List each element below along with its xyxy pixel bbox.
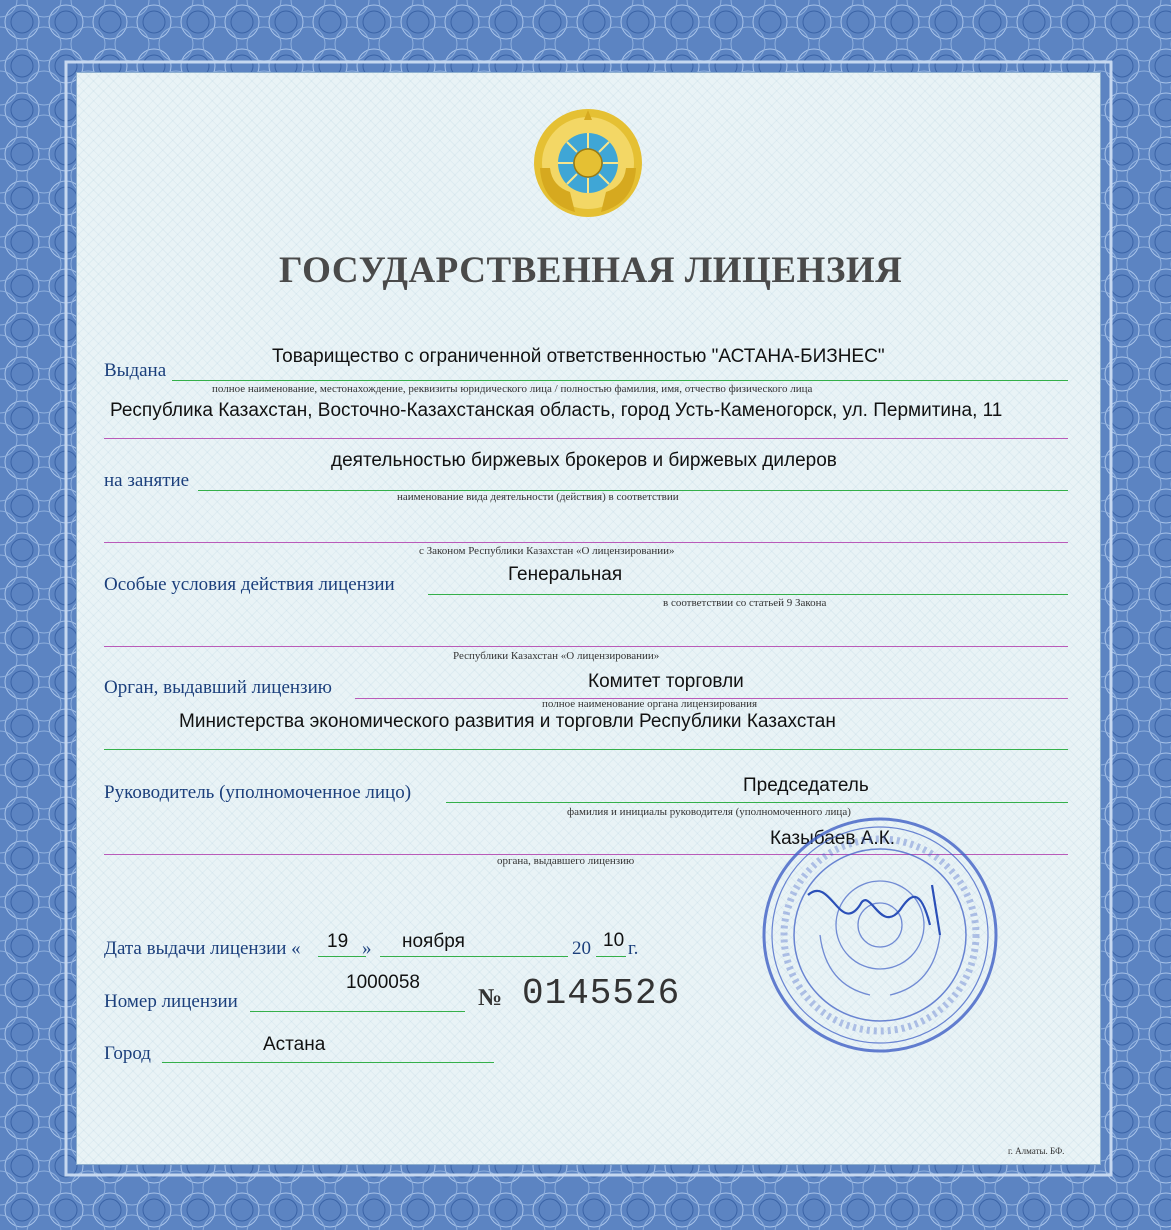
activity-hint-1: наименование вида деятельности (действия) в соответствии [397, 491, 679, 503]
signature-icon [808, 885, 940, 935]
head-hint: фамилия и инициалы руководителя (уполномоченного лица) [567, 806, 851, 818]
conditions-underline-2 [104, 646, 1068, 647]
document-title: ГОСУДАРСТВЕННАЯ ЛИЦЕНЗИЯ [279, 250, 903, 291]
issued-to-underline [172, 380, 1068, 381]
head-name: Казыбаев А.К. [770, 828, 896, 849]
issue-date-month: ноября [402, 931, 465, 952]
year-underline [596, 956, 626, 957]
head-hint-2: органа, выдавшего лицензию [497, 855, 635, 867]
authority-label: Орган, выдавший лицензию [104, 677, 332, 698]
number-sign: № [478, 985, 503, 1011]
head-label: Руководитель (уполномоченное лицо) [104, 782, 412, 803]
issue-date-year-suffix: 10 [603, 930, 625, 951]
issued-to-label: Выдана [104, 360, 167, 381]
license-serial-number: 0145526 [522, 973, 681, 1014]
authority-value-1: Комитет торговли [588, 671, 744, 692]
issued-to-address: Республика Казахстан, Восточно-Казахстанская область, город Усть-Каменогорск, ул. Пермитина, 11 [110, 400, 1003, 421]
city-value: Астана [263, 1034, 326, 1055]
issued-to-value: Товарищество с ограниченной ответственностью "АСТАНА-БИЗНЕС" [272, 346, 885, 367]
activity-label: на занятие [104, 470, 190, 491]
activity-underline-2 [104, 542, 1068, 543]
activity-hint-2: с Законом Республики Казахстан «О лицензировании» [419, 545, 675, 557]
license-number-value: 1000058 [346, 972, 420, 993]
authority-value-2: Министерства экономического развития и торговли Республики Казахстан [179, 711, 836, 732]
activity-value: деятельностью биржевых брокеров и биржевых дилеров [331, 450, 837, 471]
license-number-label: Номер лицензии [104, 991, 238, 1012]
conditions-hint-1: в соответствии со статьей 9 Закона [663, 597, 827, 609]
day-underline [318, 956, 366, 957]
authority-underline-2 [104, 749, 1068, 750]
conditions-hint-2: Республики Казахстан «О лицензировании» [453, 650, 660, 662]
issue-date-quote: » [362, 938, 372, 959]
city-underline [162, 1062, 494, 1063]
official-stamp [760, 815, 1000, 1055]
state-emblem-icon [530, 108, 646, 220]
conditions-value: Генеральная [508, 564, 623, 585]
head-position: Председатель [743, 775, 869, 796]
issue-date-year-abbr: г. [628, 938, 639, 959]
address-underline [104, 438, 1068, 439]
printer-mark: г. Алматы. БФ. [1008, 1146, 1065, 1156]
issued-to-hint: полное наименование, местонахождение, реквизиты юридического лица / полностью фамилия, имя, отчество физического лица [212, 383, 813, 395]
authority-hint: полное наименование органа лицензирования [542, 698, 758, 710]
conditions-label: Особые условия действия лицензии [104, 574, 395, 595]
head-underline [446, 802, 1068, 803]
month-underline [380, 956, 568, 957]
issue-date-year-prefix: 20 [572, 938, 591, 959]
issue-date-day: 19 [327, 931, 349, 952]
issue-date-label: Дата выдачи лицензии « [104, 938, 301, 959]
conditions-underline [428, 594, 1068, 595]
license-number-underline [250, 1011, 465, 1012]
city-label: Город [104, 1043, 151, 1064]
